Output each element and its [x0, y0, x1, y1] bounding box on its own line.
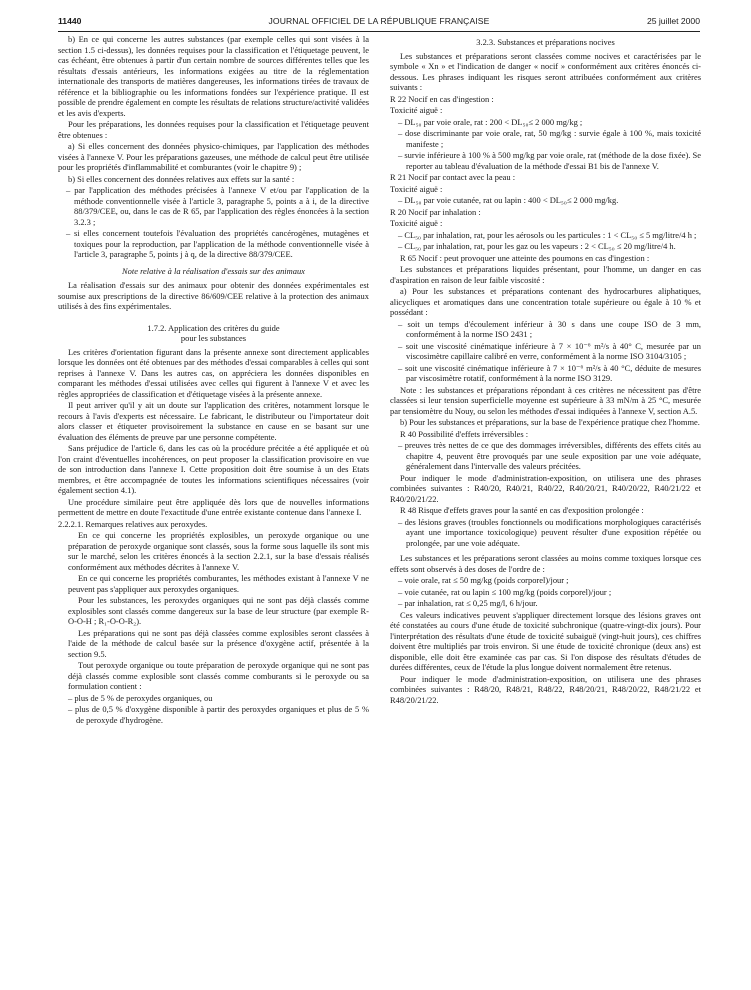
toxicity-label: Toxicité aiguë : — [390, 218, 443, 228]
section-title: 3.2.3. Substances et préparations nocives — [476, 37, 615, 47]
toxicity-label: Toxicité aiguë : — [390, 105, 443, 115]
paragraph: Ces valeurs indicatives peuvent s'appliquer directement lorsque des lésions graves ont été constatées au cours d'une étude de toxicité subchronique (quatre-vingt-dix jours). Pour l'interprétation des résultats d'une étude de toxicité subaiguë (vingt-huit jours), ces chiffres doivent être multipliés par trois environ. Si une étude de toxicité chronique (deux ans) est disponible, elle doit être examinée cas par cas. Si l'on dispose des résultats d'études de durées différentes, ceux de l'étude la plus longue doivent normalement être retenus. — [390, 609, 701, 672]
list-item: – DL₅₀ par voie cutanée, rat ou lapin : 400 < DL₅₀≤ 2 000 mg/kg. — [398, 195, 619, 205]
list-item: – CL₅₀ par inhalation, rat, pour les aérosols ou les particules : 1 < CL₅₀ ≤ 5 mg/litre/4 h ; — [398, 229, 697, 240]
list-item: – DL₅₀ par voie orale, rat : 200 < DL₅₀≤ 2 000 mg/kg ; — [398, 116, 583, 127]
paragraph: b) Pour les substances et préparations, sur la base de l'expérience pratique chez l'homme. — [400, 417, 700, 427]
list-item: – voie orale, rat ≤ 50 mg/kg (poids corporel)/jour ; — [398, 575, 569, 585]
right-column — [390, 34, 701, 986]
paragraph: a) Si elles concernent des données physico-chimiques, par l'application des méthodes visées à l'annexe V. Pour les préparations gazeuses, une méthode de calcul peut être utilisée pour les propriétés d'inflammabilité et comburantes (voir le chapitre 9) ; — [58, 141, 369, 172]
risk-phrase: R 65 Nocif : peut provoquer une atteinte des poumons en cas d'ingestion : — [400, 252, 650, 263]
paragraph: Note : les substances et préparations répondant à ces critères ne nécessitent pas d'être classées si leur tension superficielle moyenne est supérieure à 33 mN/m à 25 °C, mesurée par tensiomètre du Nouy, ou selon les méthodes d'essai indiquées à l'annexe V, section A.5. — [390, 384, 701, 416]
list-item: – des lésions graves (troubles fonctionnels ou modifications morphologiques caractérisés ayant une importance toxicologique) peuvent résulter d'une exposition répétée ou prolongée, par une voie adéquate. — [398, 516, 701, 548]
risk-phrase: R 22 Nocif en cas d'ingestion : — [390, 93, 494, 104]
paragraph: Pour les substances, les peroxydes organiques qui ne sont pas déjà classés comme explosibles sont classés comme dangereux sur la base de leur structure (par exemple R-O-O-H ; R₁-O-O-R₂). — [68, 595, 369, 626]
paragraph: Les préparations qui ne sont pas déjà classées comme explosibles seront classées à l'aide de la méthode de calcul basée sur la présence d'oxygène actif, présentée à la section 9.5. — [68, 627, 369, 659]
paragraph: Pour indiquer le mode d'administration-exposition, on utilisera une des phrases combinées suivantes : R48/20, R48/21, R48/22, R48/20/21, R48/20/22, R48/21/22 et R48/20/21/22. — [390, 673, 701, 705]
list-item: – dose discriminante par voie orale, rat, 50 mg/kg : survie égale à 100 %, mais toxicité manifeste ; — [398, 128, 701, 149]
list-item: – soit une viscosité cinématique inférieure à 7 × 10⁻⁶ m²/s à 40° C, mesurée par un viscosimètre capillaire calibré en verre, conformément à la norme ISO 3104/3105 ; — [398, 340, 701, 361]
risk-phrase: R 20 Nocif par inhalation : — [390, 206, 481, 217]
risk-phrase: R 21 Nocif par contact avec la peau : — [390, 172, 516, 182]
paragraph: En ce qui concerne les propriétés explosibles, un peroxyde organique ou une préparation de peroxyde organique sont classés, sous la forme sous laquelle ils sont mis sur le marché, selon les critères énoncés à la section 2.2.1, sur la base d'essais réalisés conformément aux méthodes décrites à l'annexe V. — [68, 530, 369, 572]
section-title-line: pour les substances — [180, 333, 247, 343]
toxicity-label: Toxicité aiguë : — [390, 183, 443, 194]
risk-phrase: R 48 Risque d'effets graves pour la santé en cas d'exposition prolongée : — [400, 505, 644, 515]
paragraph: Sans préjudice de l'article 6, dans les cas où la procédure précitée a été appliquée et où l'on craint d'éventuelles incohérences, on peut proposer la classification provisoire en vue de son introduction dans l'annexe I. Cette proposition doit être soumise à un des Etats membres, et être accompagnée de toutes les informations scientifiques nécessaires (voir également section 4.1). — [58, 443, 369, 495]
section-title-line: 1.7.2. Application des critères du guide — [147, 322, 280, 333]
paragraph: Une procédure similaire peut être appliquée dès lors que de nouvelles informations permettent de mettre en doute l'exactitude d'une entrée existante contenue dans l'annexe I. — [58, 496, 369, 517]
paragraph: b) Si elles concernent des données relatives aux effets sur la santé : — [68, 173, 295, 184]
list-item: – voie cutanée, rat ou lapin ≤ 100 mg/kg (poids corporel)/jour ; — [398, 586, 612, 597]
list-item: – soit un temps d'écoulement inférieur à 30 s dans une coupe ISO de 3 mm, conformément à la norme ISO 2431 ; — [398, 318, 701, 339]
paragraph: Pour les préparations, les données requises pour la classification et l'étiquetage peuvent être obtenues : — [58, 119, 369, 140]
page-header — [58, 14, 700, 28]
paragraph: En ce qui concerne les propriétés comburantes, les méthodes existant à l'annexe V ne peuvent pas s'appliquer aux peroxydes organiques. — [68, 573, 369, 594]
paragraph: Pour indiquer le mode d'administration-exposition, on utilisera une des phrases combinées suivantes : R40/20, R40/21, R40/22, R40/20/21, R40/20/22, R40/21/22 et R40/20/21/22. — [390, 472, 701, 504]
list-item: – si elles concernent toutefois l'évaluation des propriétés cancérogènes, mutagènes et toxiques pour la reproduction, par l'application de la méthode conventionnelle visée à l'article 3, paragraphe 5, points j à q, de la directive 88/379/CEE. — [66, 228, 369, 259]
header-rule — [58, 31, 700, 32]
list-item: – plus de 5 % de peroxydes organiques, ou — [68, 692, 213, 703]
paragraph: Tout peroxyde organique ou toute préparation de peroxyde organique qui ne sont pas déjà classés comme explosible sont classés comme comburants si le peroxyde ou sa formulation contient : — [68, 660, 369, 691]
paragraph: La réalisation d'essais sur des animaux pour obtenir des données expérimentales est soumise aux prescriptions de la directive 86/609/CEE relative à la protection des animaux utilisés à des fins expérimentales. — [58, 280, 369, 311]
list-item: – plus de 0,5 % d'oxygène disponible à partir des peroxydes organiques et plus de 5 % de peroxyde d'hydrogène. — [68, 704, 369, 725]
section-title — [58, 323, 369, 344]
paragraph: b) En ce qui concerne les autres substances (par exemple celles qui sont visées à la section 1.5 ci-dessus), les données requises pour la classification et l'étiquetage peuvent, le cas échéant, être obtenues à partir d'un certain nombre de sources différentes telles que les résultats d'essais antérieurs, les informations exigées au titre de la réglementation internationale des transports de matières dangereuses, les informations tirées de travaux de référence et la bibliographie ou les informations fondées sur l'expérience pratique. Il est possible de prendre également en compte les résultats de relations structure/activité validées et les avis d'experts. — [58, 34, 369, 118]
issue-date: 25 juillet 2000 — [646, 16, 700, 26]
list-item: – par l'application des méthodes précisées à l'annexe V et/ou par l'application de la méthode conventionnelle visée à l'article 3, paragraphe 5, points a à i, de la directive 88/379/CEE, ou, dans le cas de R 65, par l'application des règles énoncées à la section 3.2.3 ; — [66, 185, 369, 227]
list-item: – CL₅₀ par inhalation, rat, pour les gaz ou les vapeurs : 2 < CL₅₀ ≤ 20 mg/litre/4 h. — [398, 241, 676, 251]
list-item: – preuves très nettes de ce que des dommages irréversibles, différents des effets cités au chapitre 4, peuvent être provoqués par une seule exposition par une voie adéquate, généralement dans l'intervalle des valeurs précitées. — [398, 440, 701, 471]
paragraph: Les substances et préparations liquides présentant, pour l'homme, un danger en cas d'aspiration en raison de leur faible viscosité : — [390, 264, 701, 285]
note-title: Note relative à la réalisation d'essais sur des animaux — [122, 265, 305, 276]
list-item: – survie inférieure à 100 % à 500 mg/kg par voie orale, rat (méthode de la dose fixée). Se reporter au tableau d'évaluation de la méthode d'essai B1 bis de l'annexe V. — [398, 150, 701, 171]
paragraph: Les substances et les préparations seront classées au moins comme toxiques lorsque ces effets sont observés à des doses de l'ordre de : — [390, 553, 701, 574]
page-number: 11440 — [58, 16, 82, 26]
paragraph: Il peut arriver qu'il y ait un doute sur l'application des critères, notamment lorsque le recours à l'avis d'experts est nécessaire. Le fabricant, le distributeur ou l'importateur doit alors classer et étiqueter provisoirement la substance en cause en se basant sur une évaluation des éléments de preuve par une personne compétente. — [58, 400, 369, 442]
paragraph: Les substances et préparations seront classées comme nocives et caractérisées par le symbole « Xn » et l'indication de danger « nocif » conformément aux critères énoncés ci-dessous. Les phrases indiquant les risques seront attribuées conformément aux critères suivants : — [390, 50, 701, 92]
list-item: – par inhalation, rat ≤ 0,25 mg/l, 6 h/jour. — [398, 598, 538, 608]
journal-title: JOURNAL OFFICIEL DE LA RÉPUBLIQUE FRANÇAISE — [268, 16, 490, 26]
paragraph: Les critères d'orientation figurant dans la présente annexe sont directement applicables lorsque les données ont été obtenues par des méthodes d'essai comparables à celles qui sont reprises à l'annexe V. Dans les autres cas, on appréciera les données disponibles en comparant les méthodes d'essai utilisées avec celles qui figurent à l'annexe V et avec les règles appropriées de classification et d'étiquetage visées à la présente annexe. — [58, 346, 369, 399]
paragraph: a) Pour les substances et préparations contenant des hydrocarbures aliphatiques, alicycliques et aromatiques dans une concentration totale supérieure ou égale à 10 % et possédant : — [390, 286, 701, 317]
subsection-title: 2.2.2.1. Remarques relatives aux peroxydes. — [58, 518, 208, 529]
left-column — [58, 34, 369, 986]
list-item: – soit une viscosité cinématique inférieure à 7 × 10⁻⁶ m²/s à 40 °C, déduite de mesures par viscosimètre rotatif, conformément à la norme ISO 3129. — [398, 362, 701, 383]
risk-phrase: R 40 Possibilité d'effets irréversibles : — [400, 428, 529, 439]
